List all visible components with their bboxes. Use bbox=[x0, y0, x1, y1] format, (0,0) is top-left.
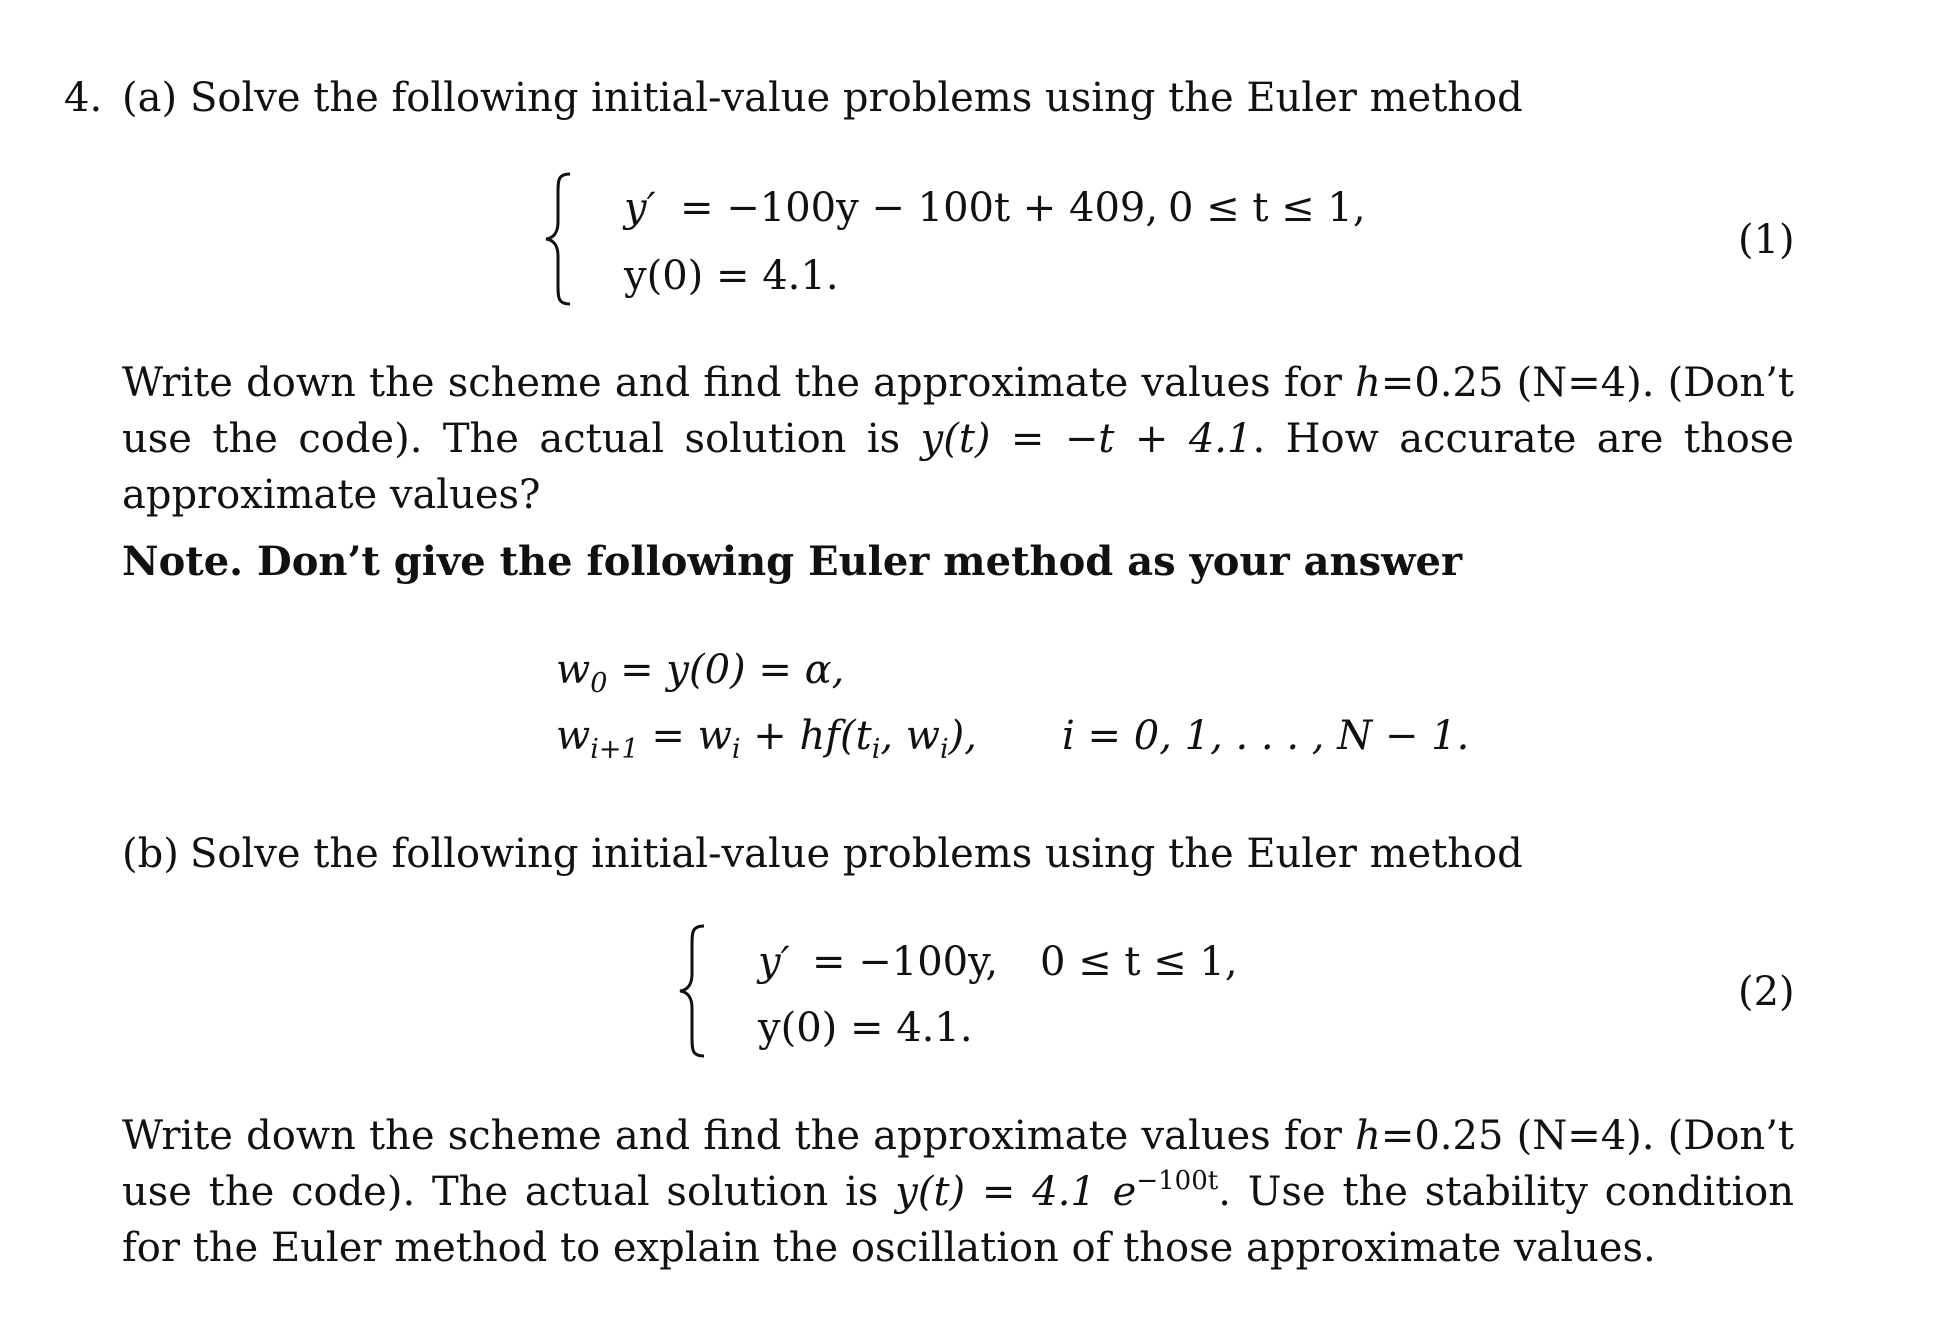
equation-number-1: (1) bbox=[1738, 217, 1795, 263]
note-heading bbox=[122, 538, 1463, 585]
equation-number-2: (2) bbox=[1738, 969, 1795, 1015]
system2-domain: 0 ≤ t ≤ 1, bbox=[1040, 939, 1238, 985]
part-b-paragraph bbox=[122, 1108, 1794, 1276]
part-a-label: (a) bbox=[122, 75, 178, 121]
part-b-solution-exponent: −100t bbox=[1136, 1166, 1219, 1196]
w-symbol: w bbox=[556, 647, 591, 693]
part-b-text-1: Write down the scheme and find the approximate values for bbox=[122, 1113, 1356, 1159]
system2-ode-rhs: = −100y, bbox=[812, 939, 999, 985]
part-a-text-2: =0.25 (N=4). (Don’t use the code). The actual solution is bbox=[122, 360, 1794, 462]
subscript: 0 bbox=[590, 668, 608, 699]
part-a-paragraph bbox=[122, 355, 1794, 523]
system1-domain: 0 ≤ t ≤ 1, bbox=[1168, 185, 1366, 231]
line2-rest: + hf(t bbox=[740, 713, 872, 759]
problem-number: 4. bbox=[64, 75, 103, 121]
euler-scheme-index-range: i = 0, 1, . . . , N − 1. bbox=[1062, 713, 1470, 759]
line2-end: ), bbox=[948, 713, 977, 759]
system1-ode-lhs: y′ bbox=[624, 185, 656, 231]
subscript: i bbox=[940, 734, 949, 765]
system2-ode-lhs: y′ bbox=[758, 939, 790, 985]
system1-ode-rhs: = −100y − 100t + 409, bbox=[680, 185, 1159, 231]
part-b-text-3: . Use the stability condition for the Euler method to explain the oscillation of those approximate values. bbox=[122, 1169, 1795, 1271]
line1-rhs: = y(0) = α, bbox=[607, 647, 845, 693]
subscript: i bbox=[731, 734, 741, 765]
left-brace-icon bbox=[674, 922, 710, 1060]
subscript: i+1 bbox=[590, 734, 639, 765]
note-text: . Don’t give the following Euler method as your answer bbox=[229, 538, 1463, 585]
part-b-h-variable: h bbox=[1355, 1113, 1381, 1159]
w-symbol: w bbox=[556, 713, 591, 759]
line2-mid: , w bbox=[880, 713, 941, 759]
part-b-text-2: =0.25 (N=4). (Don’t use the code). The actual solution is bbox=[122, 1113, 1794, 1215]
note-label: Note bbox=[122, 538, 230, 585]
euler-scheme-line-2 bbox=[556, 713, 977, 765]
part-a-intro: Solve the following initial-value problems using the Euler method bbox=[190, 75, 1523, 121]
part-b-intro: Solve the following initial-value problems using the Euler method bbox=[190, 831, 1523, 877]
part-b-label: (b) bbox=[122, 831, 179, 877]
part-b-solution: y(t) = 4.1 e bbox=[895, 1169, 1137, 1215]
part-a-text-1: Write down the scheme and find the approximate values for bbox=[122, 360, 1356, 406]
line2-rhs: = w bbox=[638, 713, 732, 759]
system2-initial-condition: y(0) = 4.1. bbox=[758, 1005, 973, 1051]
system1-initial-condition: y(0) = 4.1. bbox=[624, 253, 839, 299]
part-a-solution: y(t) = −t + 4.1 bbox=[920, 416, 1253, 462]
euler-scheme-line-1 bbox=[556, 647, 845, 699]
subscript: i bbox=[871, 734, 881, 765]
part-a-text-3: . How accurate are those approximate values? bbox=[122, 416, 1794, 518]
left-brace-icon bbox=[540, 170, 576, 308]
part-a-h-variable: h bbox=[1355, 360, 1381, 406]
